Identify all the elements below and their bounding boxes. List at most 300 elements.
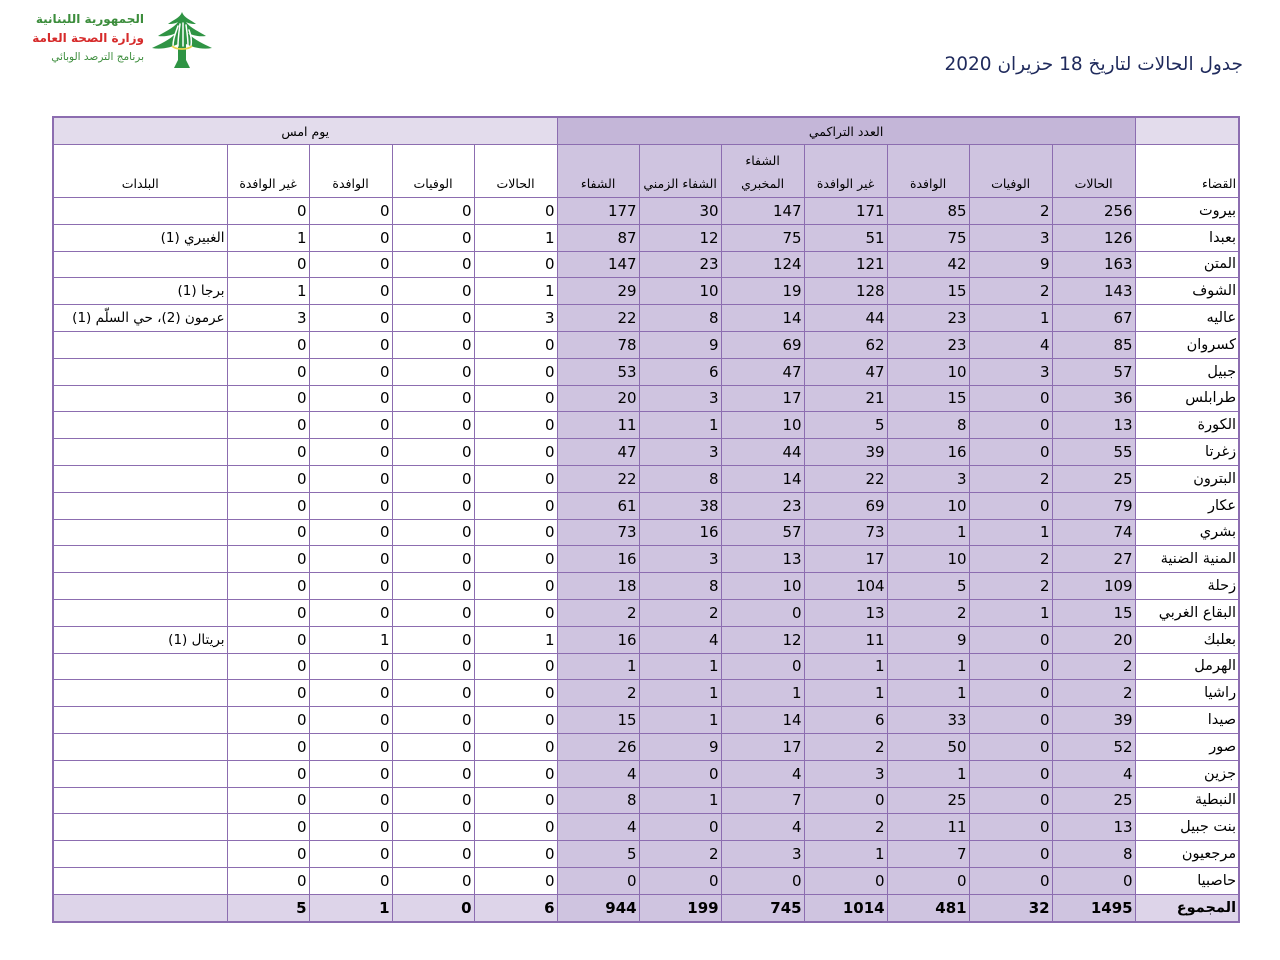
cell-yesterday-non-imported: 0 <box>227 331 309 358</box>
cell-towns <box>53 465 227 492</box>
cell-non-imported: 6 <box>804 707 887 734</box>
header-yesterday-non-imported: غير الوافدة <box>227 145 309 198</box>
header-yesterday-deaths: الوفيات <box>392 145 474 198</box>
cell-yesterday-non-imported: 0 <box>227 251 309 278</box>
cell-deaths: 0 <box>969 707 1052 734</box>
cell-yesterday-cases: 3 <box>474 305 557 332</box>
cell-yesterday-imported: 0 <box>309 412 392 439</box>
cell-cases: 25 <box>1052 787 1135 814</box>
cell-deaths: 1 <box>969 599 1052 626</box>
cell-yesterday-non-imported: 0 <box>227 680 309 707</box>
cell-district: جبيل <box>1135 358 1239 385</box>
cell-yesterday-non-imported: 0 <box>227 198 309 225</box>
cell-lab-recovery: 0 <box>721 653 804 680</box>
cell-cases: 163 <box>1052 251 1135 278</box>
cell-yesterday-non-imported: 0 <box>227 546 309 573</box>
cell-recovered: 73 <box>557 519 639 546</box>
cell-imported: 7 <box>887 841 969 868</box>
cell-time-recovery: 3 <box>639 546 721 573</box>
cell-imported: 1 <box>887 680 969 707</box>
cell-cases: 109 <box>1052 573 1135 600</box>
header-time-recovery: الشفاء الزمني <box>639 145 721 198</box>
cell-imported: 9 <box>887 626 969 653</box>
cell-time-recovery: 1 <box>639 707 721 734</box>
cell-non-imported: 5 <box>804 412 887 439</box>
cell-towns <box>53 546 227 573</box>
cell-time-recovery: 10 <box>639 278 721 305</box>
cell-yesterday-cases: 0 <box>474 412 557 439</box>
cell-cases: 57 <box>1052 358 1135 385</box>
cell-yesterday-cases: 0 <box>474 439 557 466</box>
cell-district: بشري <box>1135 519 1239 546</box>
cell-yesterday-deaths: 0 <box>392 331 474 358</box>
cell-district: عاليه <box>1135 305 1239 332</box>
cell-deaths: 0 <box>969 653 1052 680</box>
cell-yesterday-deaths: 0 <box>392 492 474 519</box>
cell-yesterday-non-imported: 1 <box>227 224 309 251</box>
cell-non-imported: 0 <box>804 867 887 894</box>
page-title: جدول الحالات لتاريخ 18 حزيران 2020 <box>944 54 1243 75</box>
cell-recovered: 26 <box>557 733 639 760</box>
cell-non-imported: 73 <box>804 519 887 546</box>
table-row <box>53 278 1239 305</box>
cell-yesterday-non-imported: 0 <box>227 412 309 439</box>
cell-district: بنت جبيل <box>1135 814 1239 841</box>
cell-district: المنية الضنية <box>1135 546 1239 573</box>
cell-district: المتن <box>1135 251 1239 278</box>
cell-yesterday-non-imported: 3 <box>227 305 309 332</box>
cell-deaths: 0 <box>969 814 1052 841</box>
cell-recovered: 20 <box>557 385 639 412</box>
cell-yesterday-non-imported: 0 <box>227 787 309 814</box>
cell-yesterday-cases: 0 <box>474 733 557 760</box>
cell-yesterday-deaths: 0 <box>392 198 474 225</box>
cell-cases: 4 <box>1052 760 1135 787</box>
cell-yesterday-deaths: 0 <box>392 894 474 921</box>
cell-cases: 0 <box>1052 867 1135 894</box>
header-non-imported: غير الوافدة <box>804 145 887 198</box>
cedar-logo-icon <box>150 10 214 70</box>
cell-towns <box>53 251 227 278</box>
cell-cases: 36 <box>1052 385 1135 412</box>
table-row <box>53 519 1239 546</box>
cell-imported: 5 <box>887 573 969 600</box>
cell-deaths: 32 <box>969 894 1052 921</box>
cell-imported: 25 <box>887 787 969 814</box>
cell-yesterday-cases: 0 <box>474 546 557 573</box>
cell-recovered: 22 <box>557 465 639 492</box>
cell-yesterday-cases: 6 <box>474 894 557 921</box>
header-district: القضاء <box>1135 145 1239 198</box>
cell-cases: 79 <box>1052 492 1135 519</box>
table-row <box>53 814 1239 841</box>
cell-yesterday-cases: 0 <box>474 465 557 492</box>
cell-towns <box>53 439 227 466</box>
cell-yesterday-imported: 0 <box>309 787 392 814</box>
table-row <box>53 626 1239 653</box>
cell-imported: 15 <box>887 385 969 412</box>
cell-lab-recovery: 44 <box>721 439 804 466</box>
cell-towns: الغبيري (1) <box>53 224 227 251</box>
cell-imported: 1 <box>887 519 969 546</box>
cell-yesterday-deaths: 0 <box>392 412 474 439</box>
cell-towns: برجا (1) <box>53 278 227 305</box>
header-yesterday-cases: الحالات <box>474 145 557 198</box>
cell-non-imported: 128 <box>804 278 887 305</box>
cell-lab-recovery: 17 <box>721 385 804 412</box>
cell-cases: 39 <box>1052 707 1135 734</box>
cell-time-recovery: 3 <box>639 439 721 466</box>
cell-yesterday-imported: 0 <box>309 278 392 305</box>
cell-recovered: 2 <box>557 599 639 626</box>
cell-imported: 1 <box>887 653 969 680</box>
cell-deaths: 2 <box>969 546 1052 573</box>
cell-district: زغرتا <box>1135 439 1239 466</box>
cell-cases: 2 <box>1052 680 1135 707</box>
cell-recovered: 0 <box>557 867 639 894</box>
table-row <box>53 546 1239 573</box>
cell-recovered: 4 <box>557 760 639 787</box>
cell-district: بعبدا <box>1135 224 1239 251</box>
cell-recovered: 47 <box>557 439 639 466</box>
cell-recovered: 4 <box>557 814 639 841</box>
cell-yesterday-non-imported: 0 <box>227 814 309 841</box>
cell-cases: 74 <box>1052 519 1135 546</box>
cell-yesterday-imported: 0 <box>309 439 392 466</box>
cell-yesterday-deaths: 0 <box>392 599 474 626</box>
cell-non-imported: 2 <box>804 814 887 841</box>
header-cases: الحالات <box>1052 145 1135 198</box>
group-header-row <box>53 117 1239 145</box>
cell-lab-recovery: 7 <box>721 787 804 814</box>
cell-yesterday-deaths: 0 <box>392 573 474 600</box>
table-row <box>53 224 1239 251</box>
cell-yesterday-cases: 1 <box>474 626 557 653</box>
ministry-name-block <box>14 10 144 67</box>
cell-yesterday-non-imported: 0 <box>227 492 309 519</box>
totals-row <box>53 894 1239 921</box>
cell-time-recovery: 12 <box>639 224 721 251</box>
cell-yesterday-non-imported: 0 <box>227 760 309 787</box>
cell-deaths: 2 <box>969 278 1052 305</box>
cell-district: راشيا <box>1135 680 1239 707</box>
cell-cases: 85 <box>1052 331 1135 358</box>
cell-non-imported: 47 <box>804 358 887 385</box>
cell-towns <box>53 787 227 814</box>
country-name: الجمهورية اللبنانية <box>35 12 144 26</box>
table-row <box>53 492 1239 519</box>
cell-yesterday-imported: 0 <box>309 331 392 358</box>
cell-lab-recovery: 13 <box>721 546 804 573</box>
cell-yesterday-deaths: 0 <box>392 358 474 385</box>
cell-yesterday-non-imported: 0 <box>227 439 309 466</box>
cell-recovered: 53 <box>557 358 639 385</box>
cell-towns <box>53 198 227 225</box>
header-recovered: الشفاء <box>557 145 639 198</box>
cell-yesterday-imported: 0 <box>309 653 392 680</box>
cell-towns <box>53 814 227 841</box>
cell-imported: 85 <box>887 198 969 225</box>
cell-non-imported: 69 <box>804 492 887 519</box>
cell-yesterday-cases: 0 <box>474 787 557 814</box>
cell-district: صور <box>1135 733 1239 760</box>
cell-non-imported: 171 <box>804 198 887 225</box>
cell-yesterday-deaths: 0 <box>392 465 474 492</box>
table-row <box>53 305 1239 332</box>
cell-district: حاصبيا <box>1135 867 1239 894</box>
cell-deaths: 0 <box>969 787 1052 814</box>
cell-yesterday-imported: 0 <box>309 680 392 707</box>
cell-yesterday-imported: 0 <box>309 251 392 278</box>
cell-yesterday-cases: 1 <box>474 278 557 305</box>
cell-lab-recovery: 0 <box>721 599 804 626</box>
cell-cases: 13 <box>1052 412 1135 439</box>
cell-yesterday-deaths: 0 <box>392 278 474 305</box>
cell-yesterday-deaths: 0 <box>392 224 474 251</box>
cell-non-imported: 21 <box>804 385 887 412</box>
cell-towns <box>53 680 227 707</box>
cell-recovered: 1 <box>557 653 639 680</box>
cell-imported: 481 <box>887 894 969 921</box>
cell-towns <box>53 760 227 787</box>
cell-yesterday-non-imported: 0 <box>227 733 309 760</box>
cell-time-recovery: 2 <box>639 841 721 868</box>
cell-yesterday-cases: 0 <box>474 841 557 868</box>
cell-deaths: 2 <box>969 465 1052 492</box>
header-deaths: الوفيات <box>969 145 1052 198</box>
cell-time-recovery: 0 <box>639 814 721 841</box>
cell-district: زحلة <box>1135 573 1239 600</box>
cell-yesterday-deaths: 0 <box>392 787 474 814</box>
cell-non-imported: 13 <box>804 599 887 626</box>
cell-lab-recovery: 147 <box>721 198 804 225</box>
cell-time-recovery: 8 <box>639 305 721 332</box>
cell-yesterday-cases: 0 <box>474 251 557 278</box>
cell-towns <box>53 412 227 439</box>
cell-deaths: 0 <box>969 680 1052 707</box>
cell-yesterday-non-imported: 1 <box>227 278 309 305</box>
cell-lab-recovery: 75 <box>721 224 804 251</box>
cell-yesterday-deaths: 0 <box>392 707 474 734</box>
cell-imported: 50 <box>887 733 969 760</box>
cell-imported: 0 <box>887 867 969 894</box>
table-row <box>53 653 1239 680</box>
cell-time-recovery: 2 <box>639 599 721 626</box>
cell-yesterday-imported: 0 <box>309 519 392 546</box>
cell-towns: بريتال (1) <box>53 626 227 653</box>
table-row <box>53 465 1239 492</box>
cell-yesterday-imported: 0 <box>309 305 392 332</box>
cell-imported: 3 <box>887 465 969 492</box>
cell-yesterday-imported: 1 <box>309 626 392 653</box>
cell-cases: 52 <box>1052 733 1135 760</box>
cell-yesterday-cases: 0 <box>474 599 557 626</box>
cell-yesterday-deaths: 0 <box>392 519 474 546</box>
cell-imported: 1 <box>887 760 969 787</box>
cell-lab-recovery: 124 <box>721 251 804 278</box>
cell-deaths: 1 <box>969 519 1052 546</box>
program-name: برنامج الترصد الوبائي <box>51 51 144 63</box>
cell-non-imported: 1014 <box>804 894 887 921</box>
cell-towns <box>53 519 227 546</box>
cell-district: الشوف <box>1135 278 1239 305</box>
cell-yesterday-deaths: 0 <box>392 385 474 412</box>
column-header-row <box>53 145 1239 198</box>
cell-yesterday-non-imported: 0 <box>227 707 309 734</box>
cell-non-imported: 62 <box>804 331 887 358</box>
cell-lab-recovery: 10 <box>721 573 804 600</box>
cell-lab-recovery: 19 <box>721 278 804 305</box>
cell-district: عكار <box>1135 492 1239 519</box>
cell-yesterday-non-imported: 0 <box>227 519 309 546</box>
cell-lab-recovery: 12 <box>721 626 804 653</box>
cell-yesterday-deaths: 0 <box>392 814 474 841</box>
cell-non-imported: 51 <box>804 224 887 251</box>
cell-lab-recovery: 17 <box>721 733 804 760</box>
cell-time-recovery: 0 <box>639 867 721 894</box>
header-imported: الوافدة <box>887 145 969 198</box>
cell-towns <box>53 841 227 868</box>
cell-cases: 27 <box>1052 546 1135 573</box>
cell-cases: 256 <box>1052 198 1135 225</box>
cell-recovered: 22 <box>557 305 639 332</box>
cell-non-imported: 1 <box>804 841 887 868</box>
cell-time-recovery: 4 <box>639 626 721 653</box>
cell-recovered: 16 <box>557 546 639 573</box>
cell-imported: 33 <box>887 707 969 734</box>
cell-yesterday-cases: 0 <box>474 653 557 680</box>
cell-recovered: 8 <box>557 787 639 814</box>
cell-yesterday-imported: 0 <box>309 733 392 760</box>
cell-non-imported: 1 <box>804 680 887 707</box>
cell-deaths: 0 <box>969 841 1052 868</box>
cell-recovered: 944 <box>557 894 639 921</box>
cell-imported: 23 <box>887 305 969 332</box>
cell-cases: 13 <box>1052 814 1135 841</box>
cell-yesterday-non-imported: 0 <box>227 465 309 492</box>
cell-yesterday-imported: 0 <box>309 198 392 225</box>
cell-deaths: 2 <box>969 573 1052 600</box>
cell-towns <box>53 733 227 760</box>
cell-yesterday-deaths: 0 <box>392 251 474 278</box>
cell-deaths: 0 <box>969 385 1052 412</box>
cell-time-recovery: 1 <box>639 680 721 707</box>
cell-yesterday-imported: 0 <box>309 707 392 734</box>
cell-deaths: 0 <box>969 492 1052 519</box>
cell-cases: 1495 <box>1052 894 1135 921</box>
cell-recovered: 11 <box>557 412 639 439</box>
cell-imported: 23 <box>887 331 969 358</box>
cell-lab-recovery: 4 <box>721 814 804 841</box>
cell-district: بيروت <box>1135 198 1239 225</box>
cell-yesterday-non-imported: 0 <box>227 573 309 600</box>
cumulative-group-header: العدد التراكمي <box>557 117 1135 145</box>
cell-yesterday-cases: 1 <box>474 224 557 251</box>
cell-yesterday-cases: 0 <box>474 680 557 707</box>
cell-deaths: 0 <box>969 760 1052 787</box>
cell-time-recovery: 30 <box>639 198 721 225</box>
cell-yesterday-imported: 0 <box>309 867 392 894</box>
cell-recovered: 15 <box>557 707 639 734</box>
cell-cases: 8 <box>1052 841 1135 868</box>
yesterday-group-header: يوم امس <box>53 117 557 145</box>
cell-non-imported: 22 <box>804 465 887 492</box>
cell-district: طرابلس <box>1135 385 1239 412</box>
cell-deaths: 1 <box>969 305 1052 332</box>
cell-towns <box>53 867 227 894</box>
cell-towns <box>53 653 227 680</box>
table-row <box>53 358 1239 385</box>
cell-non-imported: 2 <box>804 733 887 760</box>
cell-yesterday-non-imported: 0 <box>227 653 309 680</box>
cell-yesterday-deaths: 0 <box>392 733 474 760</box>
cell-yesterday-cases: 0 <box>474 385 557 412</box>
header-yesterday-imported: الوافدة <box>309 145 392 198</box>
cell-lab-recovery: 0 <box>721 867 804 894</box>
table-row <box>53 385 1239 412</box>
cell-imported: 42 <box>887 251 969 278</box>
cell-yesterday-imported: 0 <box>309 814 392 841</box>
cell-deaths: 0 <box>969 412 1052 439</box>
cell-non-imported: 1 <box>804 653 887 680</box>
cell-non-imported: 104 <box>804 573 887 600</box>
covid-cases-table <box>52 116 1240 923</box>
cell-recovered: 78 <box>557 331 639 358</box>
cell-towns <box>53 492 227 519</box>
cell-yesterday-imported: 0 <box>309 599 392 626</box>
cell-time-recovery: 16 <box>639 519 721 546</box>
cell-yesterday-non-imported: 0 <box>227 626 309 653</box>
cell-non-imported: 39 <box>804 439 887 466</box>
cell-imported: 10 <box>887 358 969 385</box>
cell-yesterday-imported: 0 <box>309 573 392 600</box>
cell-towns <box>53 331 227 358</box>
cell-yesterday-imported: 0 <box>309 358 392 385</box>
cell-yesterday-deaths: 0 <box>392 546 474 573</box>
cell-yesterday-non-imported: 0 <box>227 599 309 626</box>
cell-non-imported: 44 <box>804 305 887 332</box>
cell-yesterday-deaths: 0 <box>392 653 474 680</box>
cell-imported: 75 <box>887 224 969 251</box>
cell-lab-recovery: 1 <box>721 680 804 707</box>
cell-towns <box>53 894 227 921</box>
cell-district: النبطية <box>1135 787 1239 814</box>
cell-lab-recovery: 14 <box>721 465 804 492</box>
cell-yesterday-cases: 0 <box>474 573 557 600</box>
cell-imported: 16 <box>887 439 969 466</box>
cell-recovered: 147 <box>557 251 639 278</box>
cell-recovered: 2 <box>557 680 639 707</box>
cell-time-recovery: 6 <box>639 358 721 385</box>
cell-time-recovery: 3 <box>639 385 721 412</box>
cell-deaths: 2 <box>969 198 1052 225</box>
cell-deaths: 3 <box>969 224 1052 251</box>
cell-imported: 11 <box>887 814 969 841</box>
cell-yesterday-deaths: 0 <box>392 626 474 653</box>
cell-deaths: 0 <box>969 439 1052 466</box>
cell-cases: 2 <box>1052 653 1135 680</box>
table-row <box>53 198 1239 225</box>
table-row <box>53 841 1239 868</box>
cell-yesterday-imported: 1 <box>309 894 392 921</box>
cell-deaths: 0 <box>969 626 1052 653</box>
cell-yesterday-deaths: 0 <box>392 841 474 868</box>
cell-imported: 2 <box>887 599 969 626</box>
cell-recovered: 29 <box>557 278 639 305</box>
cell-yesterday-non-imported: 0 <box>227 358 309 385</box>
cell-yesterday-non-imported: 0 <box>227 841 309 868</box>
cell-lab-recovery: 14 <box>721 305 804 332</box>
